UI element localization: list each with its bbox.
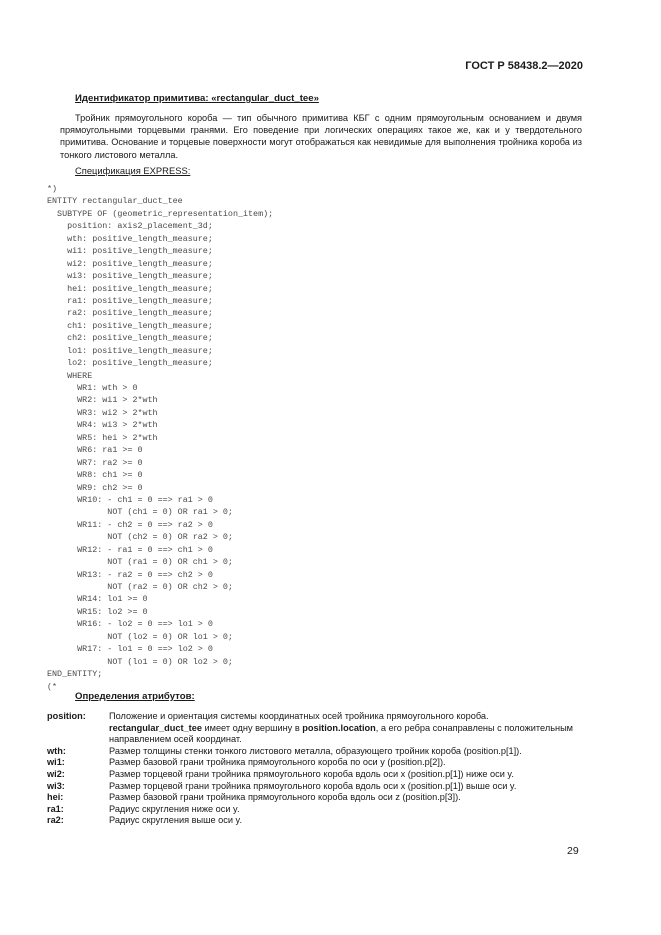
code-line: WR1: wth > 0 — [47, 383, 138, 393]
attribute-description: Размер торцевой грани тройника прямоугольного короба вдоль оси x (position.p[1]) ниже оси y. — [109, 768, 514, 779]
code-line: NOT (ra2 = 0) OR ch2 > 0; — [47, 582, 233, 592]
attribute-row-hei — [47, 792, 587, 804]
code-line: ch2: positive_length_measure; — [47, 333, 213, 344]
attribute-term: wi2: — [47, 768, 65, 779]
attribute-row-wi1 — [47, 757, 587, 769]
code-line: (* — [47, 681, 58, 692]
code-line: ch1: positive_length_measure; — [47, 320, 213, 331]
attribute-description: Радиус скругления ниже оси y. — [109, 803, 240, 814]
attribute-term: hei: — [47, 792, 64, 803]
code-line: ra2: positive_length_measure; — [47, 308, 213, 319]
attribute-row-ra2 — [47, 815, 587, 827]
code-line: WR5: hei > 2*wth — [47, 432, 158, 443]
attribute-row-ra1 — [47, 804, 587, 816]
code-line: WR4: wi3 > 2*wth — [47, 420, 158, 431]
attribute-description: Размер толщины стенки тонкого листового металла, образующего тройник короба (position.p[1]). — [109, 745, 522, 756]
code-line: WR12: - ra1 = 0 ==> ch1 > 0 — [47, 544, 213, 555]
code-line: wi2: positive_length_measure; — [47, 258, 213, 269]
code-line: lo2: positive_length_measure; — [47, 358, 213, 369]
page-number: 29 — [567, 845, 579, 857]
code-line: NOT (ch1 = 0) OR ra1 > 0; — [47, 507, 233, 518]
code-line: WR11: - ch2 = 0 ==> ra2 > 0 — [47, 519, 213, 530]
code-line: hei: positive_length_measure; — [47, 283, 213, 294]
code-line: WR7: ra2 >= 0 — [47, 457, 143, 468]
attribute-row-wth — [47, 746, 587, 758]
code-line: WR9: ch2 >= 0 — [47, 482, 143, 493]
code-line: WR17: - lo1 = 0 ==> lo2 > 0 — [47, 644, 213, 655]
code-line: wi1: positive_length_measure; — [47, 246, 213, 257]
code-line: position: axis2_placement_3d; — [47, 221, 213, 232]
code-line: SUBTYPE OF (geometric_representation_item); — [47, 208, 274, 219]
code-line: WR16: - lo2 = 0 ==> lo1 > 0 — [47, 619, 213, 630]
attribute-row-wi2 — [47, 769, 587, 781]
attribute-term: ra2: — [47, 815, 64, 826]
code-line: WR10: - ch1 = 0 ==> ra1 > 0 — [47, 494, 213, 505]
code-line: WR15: lo2 >= 0 — [47, 606, 148, 617]
code-line: wi3: positive_length_measure; — [47, 271, 213, 282]
code-line: ENTITY rectangular_duct_tee — [47, 196, 183, 207]
attribute-term: wi3: — [47, 780, 65, 791]
attribute-description-line: Положение и ориентация системы координатных осей тройника прямоугольного короба. — [109, 711, 489, 721]
attribute-description: Размер базовой грани тройника прямоугольного короба вдоль оси z (position.p[3]). — [109, 792, 461, 803]
code-line: WR8: ch1 >= 0 — [47, 470, 143, 481]
express-spec-heading: Спецификация EXPRESS: — [75, 165, 191, 176]
express-code-block — [47, 183, 273, 693]
attribute-term: position: — [47, 711, 86, 721]
attribute-row-position — [47, 711, 587, 746]
code-line: WR13: - ra2 = 0 ==> ch2 > 0 — [47, 569, 213, 580]
code-line: END_ENTITY; — [47, 669, 103, 680]
code-line: WHERE — [47, 370, 93, 381]
attribute-row-wi3 — [47, 781, 587, 793]
code-line: WR3: wi2 > 2*wth — [47, 407, 158, 418]
intro-paragraph: Тройник прямоугольного короба — тип обычного примитива КБГ с одним прямоугольным основанием и двумя прямоугольными торцевыми гранями. Его поведение при логических операциях такое же, как и у твердотельного примитива. Основание и торцевые поверхности могут отображаться как невидимые для выполнения тройника короба из тонкого листового металла. — [60, 113, 582, 160]
code-line: *) — [47, 184, 58, 194]
code-line: lo1: positive_length_measure; — [47, 345, 213, 356]
code-line: WR6: ra1 >= 0 — [47, 445, 143, 456]
code-line: NOT (ch2 = 0) OR ra2 > 0; — [47, 532, 233, 543]
code-line: wth: positive_length_measure; — [47, 233, 213, 244]
position-location-term: position.location — [302, 722, 376, 733]
code-line: NOT (ra1 = 0) OR ch1 > 0; — [47, 557, 233, 568]
code-line: ra1: positive_length_measure; — [47, 295, 213, 306]
primitive-identifier-heading: Идентификатор примитива: «rectangular_duct_tee» — [75, 93, 319, 104]
attribute-definitions-heading: Определения атрибутов: — [75, 691, 195, 702]
code-line: WR14: lo1 >= 0 — [47, 594, 148, 605]
code-line: NOT (lo1 = 0) OR lo2 > 0; — [47, 656, 233, 667]
attribute-description — [109, 711, 587, 746]
entity-name: rectangular_duct_tee — [109, 722, 202, 733]
attribute-description-text: , а его ребра сонаправлены с положительным направлением осей координат. — [109, 722, 573, 745]
code-line: NOT (lo2 = 0) OR lo1 > 0; — [47, 631, 233, 642]
attribute-description-text: имеет одну вершину в — [201, 722, 303, 733]
attribute-description: Размер базовой грани тройника прямоугольного короба по оси у (position.p[2]). — [109, 757, 446, 768]
attribute-term: wi1: — [47, 757, 65, 768]
document-id-header: ГОСТ Р 58438.2—2020 — [465, 60, 583, 72]
attribute-description: Размер торцевой грани тройника прямоугольного короба вдоль оси x (position.p[1]) выше оси y. — [109, 780, 517, 791]
attribute-description: Радиус скругления выше оси y. — [109, 815, 242, 826]
attribute-term: ra1: — [47, 803, 64, 814]
attribute-term: wth: — [47, 745, 66, 756]
code-line: WR2: wi1 > 2*wth — [47, 395, 158, 406]
attribute-definitions-list — [47, 711, 587, 827]
